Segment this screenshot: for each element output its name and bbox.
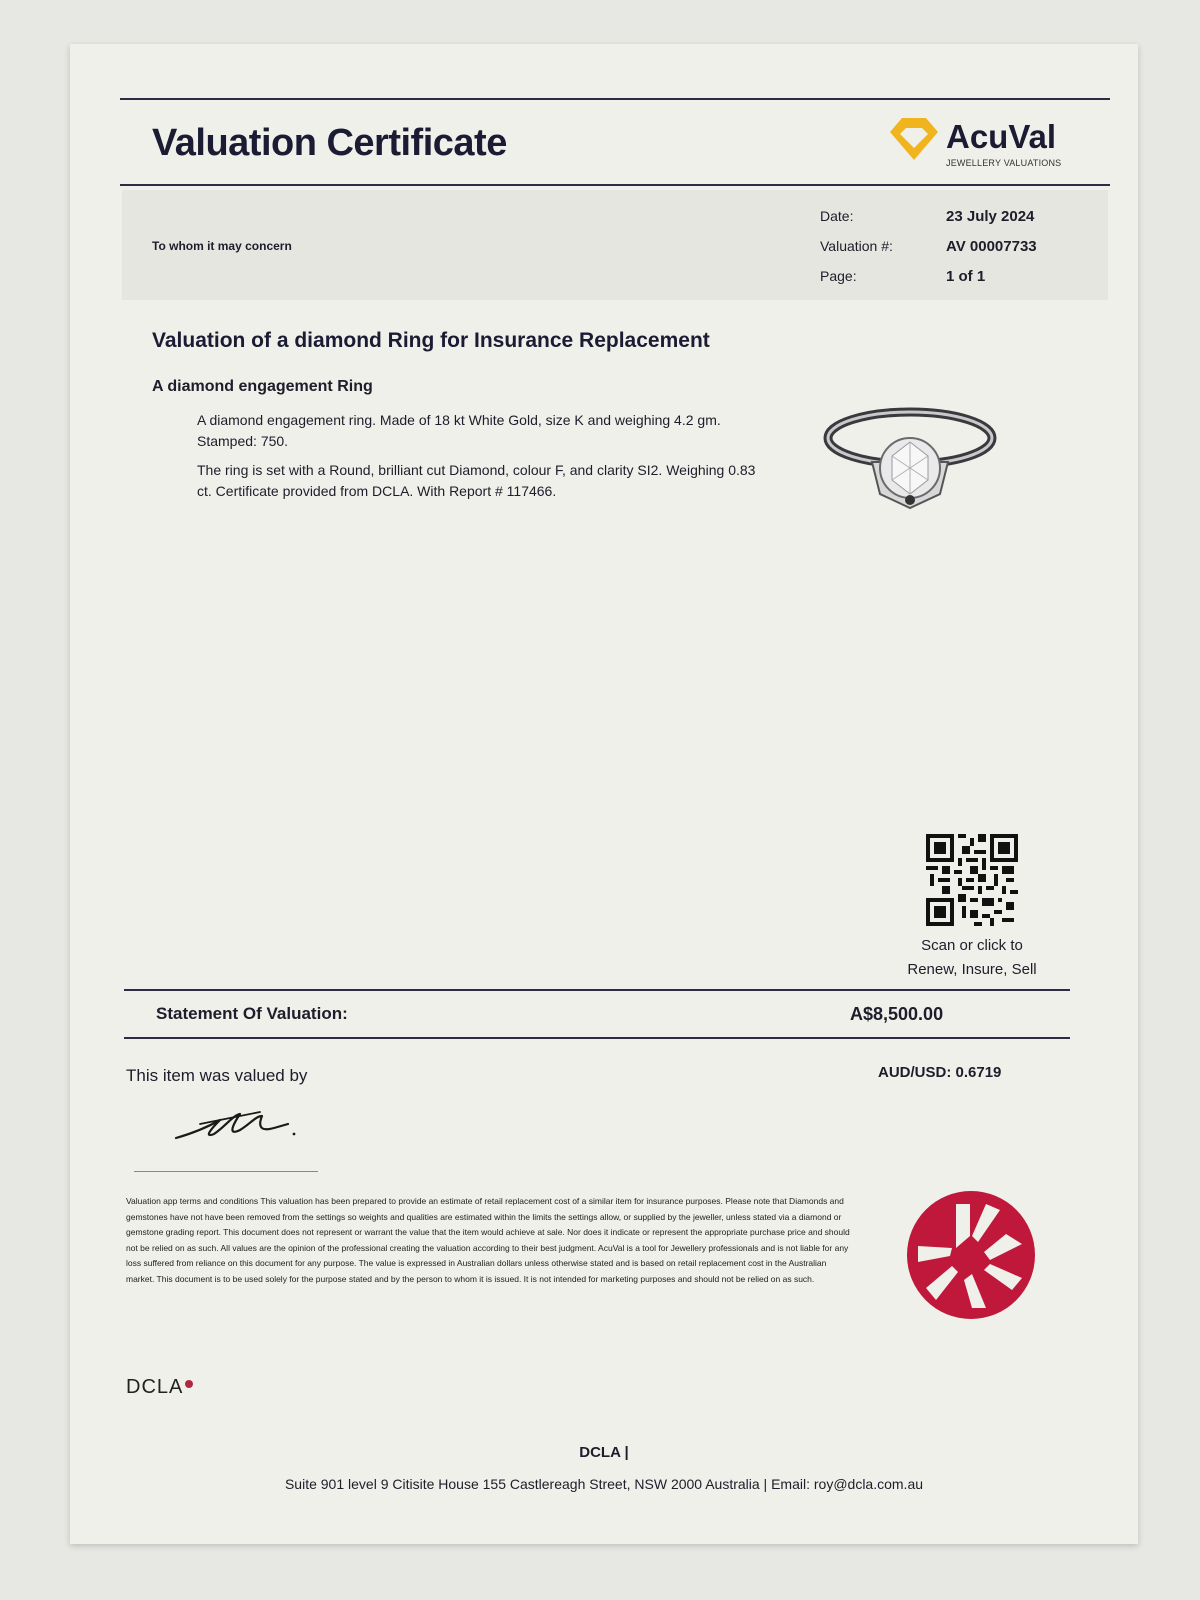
acuval-logo-icon [888,116,940,162]
certificate-page [70,44,1138,1544]
qr-code[interactable] [926,834,1018,926]
qr-caption-line-2: Renew, Insure, Sell [907,961,1037,978]
logo-name: AcuVal [946,118,1057,155]
footer-address: Suite 901 level 9 Citisite House 155 Castlereagh Street, NSW 2000 Australia | Email: roy@dcla.com.au [284,1476,924,1492]
meta-page-row [820,268,1037,298]
statement-label: Statement Of Valuation: [156,1004,348,1023]
valuation-number-value: AV 00007733 [946,238,1037,255]
footer-company-name: DCLA | [579,1444,629,1461]
ring-photo [810,396,1010,526]
item-subheading: A diamond engagement Ring [152,378,373,395]
valuer-signature [170,1104,300,1144]
date-label: Date: [820,208,854,224]
dcla-logo-dot [185,1380,193,1388]
dcla-seal-icon [906,1190,1036,1320]
meta-date-row [820,208,1037,238]
acuval-logo [888,116,1088,176]
description-paragraph-2: The ring is set with a Round, brilliant cut Diamond, colour F, and clarity SI2. Weighing 0.83 ct. Certificate provided from DCLA. With Report # 117466. [197,462,756,499]
page-value: 1 of 1 [946,268,986,285]
statement-value: A$8,500.00 [850,1004,944,1024]
signature-line [134,1171,318,1172]
valued-by-label: This item was valued by [126,1066,308,1085]
item-heading: Valuation of a diamond Ring for Insurance Replacement [152,329,710,352]
valuation-number-label: Valuation #: [820,238,893,254]
header-bottom-rule [120,184,1110,186]
statement-top-rule [124,989,1070,991]
item-description [197,410,767,510]
dcla-logo [126,1376,193,1399]
exchange-rate: AUD/USD: 0.6719 [878,1064,1002,1081]
meta-block [820,208,1037,298]
greeting: To whom it may concern [152,239,292,253]
qr-caption [882,934,1062,982]
header-top-rule [120,98,1110,100]
logo-tagline: JEWELLERY VALUATIONS [946,158,1062,168]
description-paragraph-1: A diamond engagement ring. Made of 18 kt White Gold, size K and weighing 4.2 gm. Stamped: 750. [197,412,721,449]
page-title: Valuation Certificate [152,122,507,164]
dcla-logo-text: DCLA [126,1376,184,1398]
qr-caption-line-1: Scan or click to [921,937,1023,954]
terms-and-conditions: Valuation app terms and conditions This valuation has been prepared to provide an estimate of retail replacement cost of a similar item for insurance purposes. Please note that Diamonds and gemstones have not have been removed from the settings so weights and qualities are estimated within the limits the settings allow, or supplied by the jeweller, unless stated via a diamond or gemstone grading report. This document does not represent or warrant the value that the item would achieve at sale. Nor does it indicate or represent the appropriate purchase price and should not be relied on as such. All values are the opinion of the professional creating the valuation according to their best judgment. AcuVal is a tool for Jewellery professionals and is not liable for any loss suffered from reliance on this document for any purpose. The value is expressed in Australian dollars unless otherwise stated and is based on retail replacement cost in the Australian market. This document is to be used solely for the purpose stated and by the person to whom it is issued. It is not intended for marketing purposes and should not be relied on as such. [126,1196,850,1284]
meta-valuation-row [820,238,1037,268]
page-label: Page: [820,268,857,284]
date-value: 23 July 2024 [946,208,1035,225]
statement-bottom-rule [124,1037,1070,1039]
